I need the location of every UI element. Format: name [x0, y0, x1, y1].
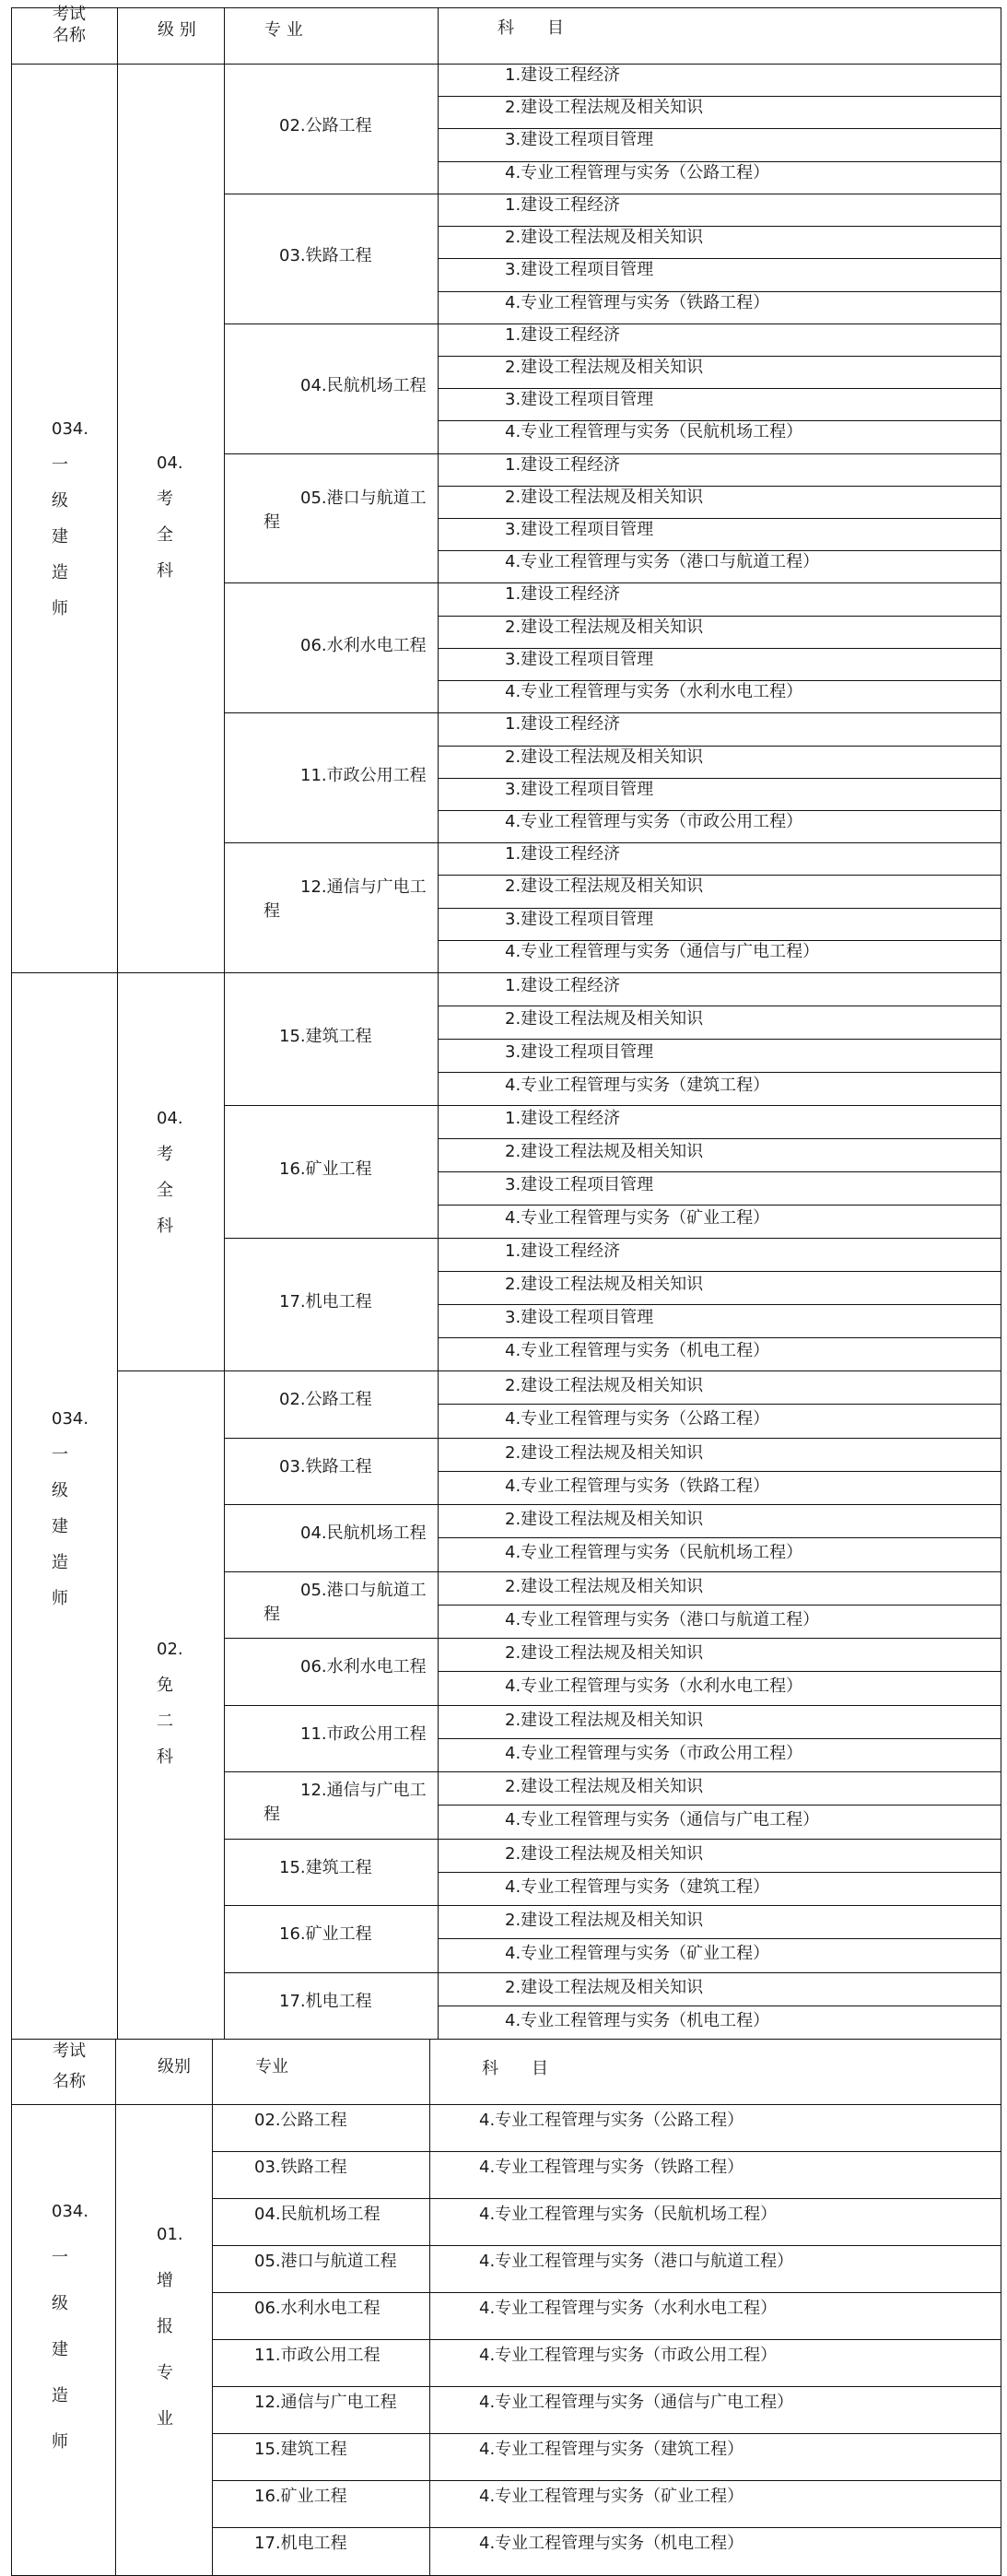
subject-name: 3.建设工程项目管理 [505, 649, 654, 669]
subject-name: 1.建设工程经济 [505, 194, 621, 215]
subject-name: 4.专业工程管理与实务（水利水电工程） [505, 682, 803, 702]
t2-level-char: 专 [157, 2363, 173, 2382]
exam-name-a-char: 师 [52, 599, 68, 618]
t2-major-name: 11.市政公用工程 [254, 2346, 381, 2365]
subject-name: 1.建设工程经济 [505, 324, 621, 345]
subject-name: 4.专业工程管理与实务（建筑工程） [505, 1076, 770, 1095]
exam-name-b-char: 师 [52, 1589, 68, 1608]
level-b-exempt-char: 免 [157, 1676, 173, 1695]
exam-name-a-char: 034. [52, 419, 89, 439]
t2-level-char: 增 [157, 2271, 173, 2290]
level-a-char: 科 [157, 561, 173, 581]
level-a [157, 445, 193, 589]
t2-exam-name-char: 建 [52, 2340, 68, 2359]
major-name: 17.机电工程 [279, 1292, 372, 1312]
major-name: 04.民航机场工程 [300, 376, 427, 396]
subject-name: 2.建设工程法规及相关知识 [505, 1376, 704, 1395]
subject-name: 1.建设工程经济 [505, 584, 621, 605]
header-major [224, 7, 439, 65]
subject-name: 4.专业工程管理与实务（民航机场工程） [505, 422, 803, 442]
header-major-label: 专 业 [264, 20, 303, 40]
major-name: 06.水利水电工程 [300, 1657, 427, 1677]
t2-major-name: 16.矿业工程 [254, 2487, 347, 2506]
subject-name: 2.建设工程法规及相关知识 [505, 1843, 704, 1864]
level-a-char: 全 [157, 525, 173, 545]
t2-major-name: 06.水利水电工程 [254, 2299, 381, 2318]
level-b-exempt-char: 科 [157, 1747, 173, 1767]
t2-subject-name: 4.专业工程管理与实务（市政公用工程） [479, 2346, 778, 2365]
major-name-line2: 程 [263, 1805, 280, 1824]
t2-exam-name [52, 2189, 88, 2465]
subject-name: 4.专业工程管理与实务（通信与广电工程） [505, 1810, 820, 1830]
t2-subject-name: 4.专业工程管理与实务（矿业工程） [479, 2487, 744, 2506]
subject-name: 4.专业工程管理与实务（建筑工程） [505, 1876, 770, 1897]
level-b-full-char: 全 [157, 1181, 173, 1200]
t2-header-major-label: 专业 [255, 2057, 288, 2076]
t2-level [157, 2212, 193, 2442]
subject-name: 2.建设工程法规及相关知识 [505, 1510, 704, 1529]
t2-exam-name-char: 一 [52, 2248, 68, 2267]
subject-name: 1.建设工程经济 [505, 976, 621, 995]
level-b-full [157, 1100, 193, 1244]
subject-name: 4.专业工程管理与实务（矿业工程） [505, 1208, 770, 1228]
t2-major-name: 15.建筑工程 [254, 2440, 347, 2459]
subject-name: 4.专业工程管理与实务（港口与航道工程） [505, 1609, 820, 1629]
level-b-exempt-char: 02. [157, 1640, 183, 1659]
header-level-label: 级 别 [158, 20, 196, 40]
major-name-line1: 12.通信与广电工 [300, 877, 427, 898]
subject-name: 4.专业工程管理与实务（公路工程） [505, 162, 770, 182]
exam-name-b-char: 建 [52, 1517, 68, 1536]
subject-name: 2.建设工程法规及相关知识 [505, 1710, 704, 1730]
major-name-line1: 05.港口与航道工 [300, 1580, 427, 1600]
subject-name: 3.建设工程项目管理 [505, 909, 654, 929]
major-name-line2: 程 [263, 1604, 280, 1624]
t2-exam-name-char: 034. [52, 2202, 89, 2221]
major-name: 02.公路工程 [279, 1390, 372, 1410]
subject-name: 1.建设工程经济 [505, 714, 621, 735]
subject-name: 4.专业工程管理与实务（公路工程） [505, 1409, 770, 1429]
t2-header-exam-name-line1: 考试 [53, 2041, 86, 2061]
major-name-line1: 05.港口与航道工 [300, 488, 427, 508]
subject-name: 1.建设工程经济 [505, 1241, 621, 1261]
t2-major-name: 05.港口与航道工程 [254, 2252, 397, 2271]
subject-name: 1.建设工程经济 [505, 65, 621, 85]
t2-major-name: 02.公路工程 [254, 2111, 347, 2130]
subject-name: 2.建设工程法规及相关知识 [505, 487, 704, 507]
subject-name: 2.建设工程法规及相关知识 [505, 617, 704, 637]
subject-name: 3.建设工程项目管理 [505, 1042, 654, 1062]
subject-name: 3.建设工程项目管理 [505, 130, 654, 150]
t2-major-name: 17.机电工程 [254, 2534, 347, 2553]
subject-name: 2.建设工程法规及相关知识 [505, 1977, 704, 1997]
major-name: 06.水利水电工程 [300, 635, 427, 655]
major-name: 15.建筑工程 [279, 1027, 372, 1046]
subject-name: 2.建设工程法规及相关知识 [505, 1911, 704, 1930]
t2-header-subjects-label: 科 目 [482, 2059, 548, 2078]
t2-subject-name: 4.专业工程管理与实务（机电工程） [479, 2534, 744, 2553]
exam-name-a-char: 造 [52, 563, 68, 582]
exam-name-a-char: 级 [52, 491, 68, 511]
exam-name-a-char: 一 [52, 455, 68, 475]
major-name: 03.铁路工程 [279, 246, 372, 266]
exam-name-b-char: 034. [52, 1409, 89, 1429]
subject-name: 1.建设工程经济 [505, 1109, 621, 1128]
level-b-full-char: 04. [157, 1109, 183, 1128]
major-name: 02.公路工程 [279, 116, 372, 136]
subject-name: 4.专业工程管理与实务（机电工程） [505, 1341, 770, 1360]
subject-name: 4.专业工程管理与实务（矿业工程） [505, 1944, 770, 1964]
subject-name: 2.建设工程法规及相关知识 [505, 98, 704, 118]
t2-exam-name-char: 级 [52, 2294, 68, 2313]
subject-name: 4.专业工程管理与实务（机电工程） [505, 2010, 770, 2030]
subject-name: 2.建设工程法规及相关知识 [505, 1777, 704, 1796]
subject-name: 2.建设工程法规及相关知识 [505, 1442, 704, 1463]
t2-header-exam-name-line2: 名称 [53, 2072, 86, 2091]
subject-name: 4.专业工程管理与实务（铁路工程） [505, 292, 770, 312]
subject-name: 2.建设工程法规及相关知识 [505, 1643, 704, 1663]
subject-name: 2.建设工程法规及相关知识 [505, 228, 704, 248]
subject-name: 2.建设工程法规及相关知识 [505, 1009, 704, 1029]
major-name: 11.市政公用工程 [300, 765, 427, 785]
t2-major-name: 03.铁路工程 [254, 2158, 347, 2177]
t2-subject-name: 4.专业工程管理与实务（民航机场工程） [479, 2205, 778, 2224]
major-name: 15.建筑工程 [279, 1857, 372, 1877]
subject-name: 2.建设工程法规及相关知识 [505, 1576, 704, 1596]
subject-name: 4.专业工程管理与实务（铁路工程） [505, 1476, 770, 1496]
exam-name-b [52, 1401, 88, 1617]
subject-name: 3.建设工程项目管理 [505, 520, 654, 539]
subject-name: 4.专业工程管理与实务（通信与广电工程） [505, 941, 820, 961]
major-name: 11.市政公用工程 [300, 1723, 427, 1744]
t2-level-char: 01. [157, 2225, 183, 2244]
level-b-full-char: 科 [157, 1217, 173, 1236]
level-a-char: 考 [157, 489, 173, 509]
t2-subject-name: 4.专业工程管理与实务（公路工程） [479, 2111, 744, 2130]
t2-exam-name-char: 师 [52, 2432, 68, 2452]
subject-name: 2.建设工程法规及相关知识 [505, 876, 704, 897]
t2-subject-name: 4.专业工程管理与实务（水利水电工程） [479, 2299, 778, 2318]
exam-name-b-char: 一 [52, 1445, 68, 1464]
subject-name: 2.建设工程法规及相关知识 [505, 1142, 704, 1161]
t2-major-name: 12.通信与广电工程 [254, 2393, 397, 2412]
major-cell [224, 842, 439, 973]
exam-name-b-char: 造 [52, 1553, 68, 1572]
subject-name: 4.专业工程管理与实务（港口与航道工程） [505, 552, 820, 572]
t2-subject-name: 4.专业工程管理与实务（铁路工程） [479, 2158, 744, 2177]
exam-name-a-char: 建 [52, 527, 68, 547]
t2-level-char: 业 [157, 2409, 173, 2429]
subject-name: 2.建设工程法规及相关知识 [505, 1275, 704, 1294]
header-exam-name-line2: 名称 [53, 26, 86, 45]
subject-name: 4.专业工程管理与实务（水利水电工程） [505, 1676, 803, 1697]
major-name-line1: 12.通信与广电工 [300, 1781, 427, 1800]
subject-name: 1.建设工程经济 [505, 454, 621, 475]
exam-name-a [52, 411, 88, 627]
major-name: 03.铁路工程 [279, 1456, 372, 1476]
subject-name: 4.专业工程管理与实务（民航机场工程） [505, 1543, 803, 1563]
major-name: 16.矿业工程 [279, 1159, 372, 1179]
t2-header-major [212, 2039, 431, 2106]
t2-major-name: 04.民航机场工程 [254, 2205, 381, 2224]
major-cell [224, 453, 439, 584]
subject-name: 3.建设工程项目管理 [505, 260, 654, 280]
t2-header-level-label: 级别 [158, 2057, 191, 2076]
header-exam-name-line1: 考试 [53, 5, 86, 24]
subject-name: 3.建设工程项目管理 [505, 390, 654, 410]
t2-exam-name-char: 造 [52, 2386, 68, 2405]
header-subjects-label: 科 目 [498, 18, 564, 38]
major-name-line2: 程 [263, 512, 280, 532]
exam-name-b-char: 级 [52, 1481, 68, 1500]
subject-name: 3.建设工程项目管理 [505, 779, 654, 799]
t2-subject-name: 4.专业工程管理与实务（建筑工程） [479, 2440, 744, 2459]
level-b-exempt-char: 二 [157, 1711, 173, 1731]
subject-name: 3.建设工程项目管理 [505, 1175, 654, 1194]
subject-name: 1.建设工程经济 [505, 844, 621, 865]
subject-name: 4.专业工程管理与实务（市政公用工程） [505, 1743, 803, 1763]
t2-subject-name: 4.专业工程管理与实务（通信与广电工程） [479, 2393, 794, 2412]
major-name: 17.机电工程 [279, 1991, 372, 2011]
major-name-line2: 程 [263, 901, 280, 922]
major-name: 16.矿业工程 [279, 1924, 372, 1945]
level-b-exempt [157, 1631, 193, 1775]
level-b-full-char: 考 [157, 1145, 173, 1164]
level-a-char: 04. [157, 453, 183, 473]
t2-subject-name: 4.专业工程管理与实务（港口与航道工程） [479, 2252, 794, 2271]
major-name: 04.民航机场工程 [300, 1523, 427, 1544]
t2-level-char: 报 [157, 2317, 173, 2336]
subject-name: 4.专业工程管理与实务（市政公用工程） [505, 811, 803, 831]
subject-name: 2.建设工程法规及相关知识 [505, 747, 704, 767]
subject-name: 3.建设工程项目管理 [505, 1308, 654, 1327]
subject-name: 2.建设工程法规及相关知识 [505, 357, 704, 377]
